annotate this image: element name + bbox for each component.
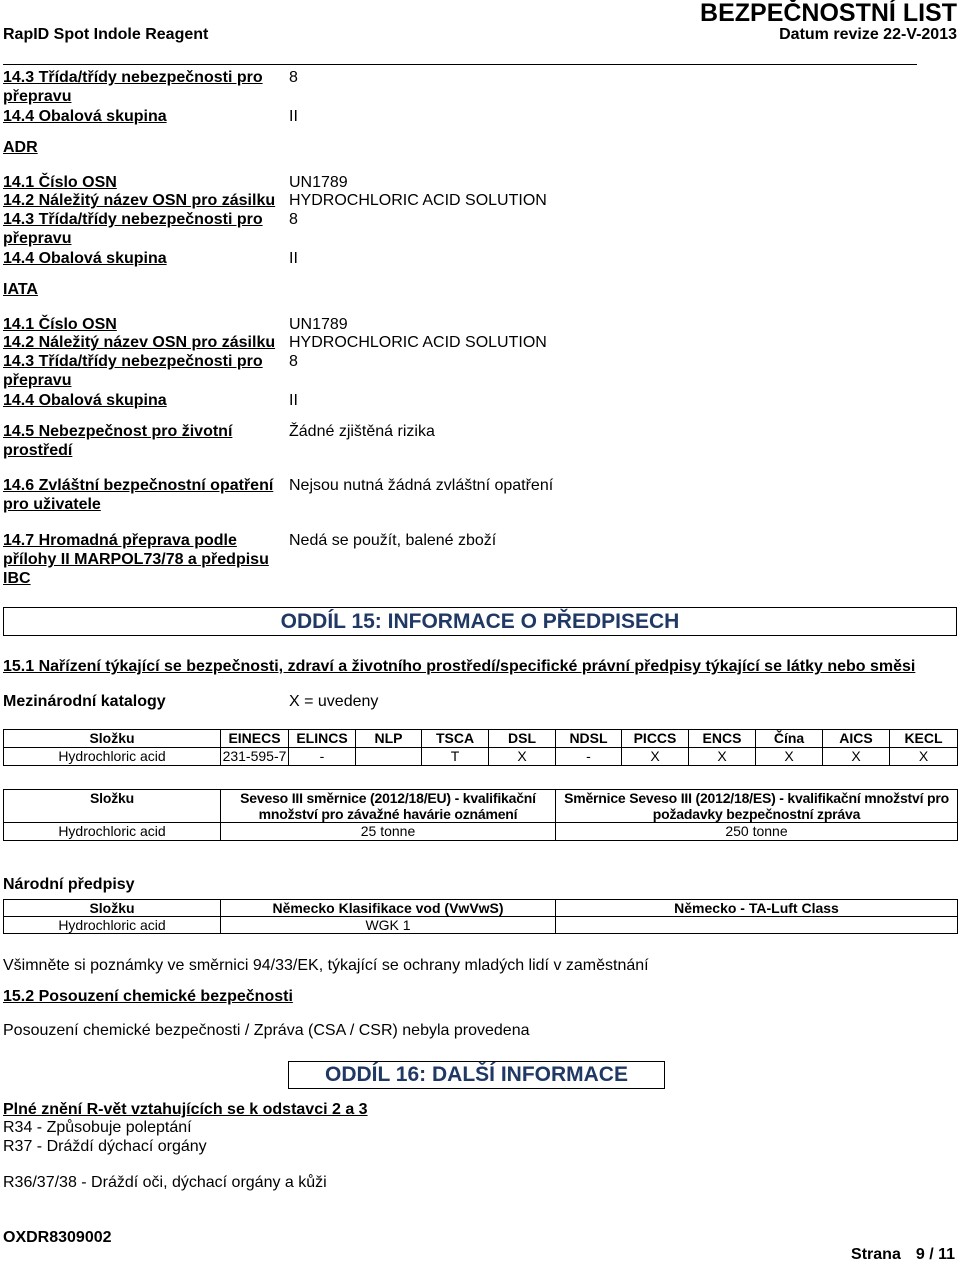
- transport-row-value: Žádné zjištěná rizika: [289, 423, 435, 440]
- r-phrases-title: Plné znění R-vět vztahujících se k odstavci 2 a 3: [3, 1101, 368, 1118]
- table-cell: Hydrochloric acid: [4, 823, 221, 841]
- transport-row: [3, 210, 957, 248]
- transport-row: [3, 249, 957, 268]
- table-header-row: [4, 900, 958, 917]
- transport-row-value: UN1789: [289, 316, 348, 333]
- revision-date: Datum revize 22-V-2013: [779, 26, 957, 43]
- table-cell: WGK 1: [221, 917, 556, 934]
- page-number: 9 / 11: [915, 1246, 955, 1263]
- table-cell: 250 tonne: [556, 823, 958, 841]
- transport-row-value: HYDROCHLORIC ACID SOLUTION: [289, 192, 547, 209]
- product-name: RapID Spot Indole Reagent: [3, 26, 209, 43]
- table-header-cell: PICCS: [622, 730, 689, 748]
- table-header-cell: EINECS: [221, 730, 289, 748]
- transport-row-label: 14.3 Třída/třídy nebezpečnosti pro přepravu: [3, 353, 263, 389]
- transport-row-value: II: [289, 392, 298, 409]
- transport-row: [3, 352, 957, 390]
- transport-row-value: II: [289, 250, 298, 267]
- table-cell: 25 tonne: [221, 823, 556, 841]
- table-cell: -: [556, 748, 622, 766]
- transport-row-label: 14.5 Nebezpečnost pro životní prostředí: [3, 423, 233, 459]
- transport-row: [3, 333, 957, 352]
- transport-row-value: 8: [289, 353, 298, 370]
- table-header-cell: Směrnice Seveso III (2012/18/ES) - kvalifikační množství pro požadavky bezpečnostní zpráva: [556, 790, 958, 823]
- header-divider: [3, 64, 917, 65]
- table-header-row: [4, 790, 958, 823]
- table-cell: [556, 917, 958, 934]
- table-cell: Hydrochloric acid: [4, 748, 221, 766]
- transport-row-label: 14.2 Náležitý název OSN pro zásilku: [3, 192, 276, 209]
- table-row: [4, 748, 958, 766]
- table-header-cell: TSCA: [422, 730, 489, 748]
- table-cell: [356, 748, 422, 766]
- table-cell: Hydrochloric acid: [4, 917, 221, 934]
- transport-row-label: 14.1 Číslo OSN: [3, 174, 117, 191]
- table-header-cell: AICS: [823, 730, 890, 748]
- table-cell: T: [422, 748, 489, 766]
- section-16-heading: ODDÍL 16: DALŠÍ INFORMACE: [288, 1061, 665, 1089]
- transport-row-label: 14.2 Náležitý název OSN pro zásilku: [3, 334, 276, 351]
- transport-row: [3, 173, 957, 192]
- table-cell: X: [622, 748, 689, 766]
- transport-row-value: 8: [289, 211, 298, 228]
- page-indicator: [851, 1245, 955, 1264]
- table-header-cell: KECL: [890, 730, 958, 748]
- table-cell: X: [689, 748, 756, 766]
- table-cell: X: [756, 748, 823, 766]
- table-header-cell: Seveso III směrnice (2012/18/EU) - kvalifikační množství pro závažné havárie oznámení: [221, 790, 556, 823]
- inventory-legend: X = uvedeny: [289, 693, 379, 710]
- transport-row-label: 14.3 Třída/třídy nebezpečnosti pro přepravu: [3, 211, 263, 247]
- transport-row: [3, 476, 957, 514]
- transport-row-value: Nedá se použít, balené zboží: [289, 532, 497, 549]
- transport-row-value: Nejsou nutná žádná zvláštní opatření: [289, 477, 554, 494]
- transport-row-label: 14.7 Hromadná přeprava podle přílohy II MARPOL73/78 a předpisu IBC: [3, 532, 269, 587]
- subsection-15-2-title: 15.2 Posouzení chemické bezpečnosti: [3, 988, 293, 1005]
- transport-row-label: 14.3 Třída/třídy nebezpečnosti pro přepravu: [3, 69, 263, 105]
- r-phrase: R36/37/38 - Dráždí oči, dýchací orgány a kůži: [3, 1174, 327, 1191]
- international-inventories-label: Mezinárodní katalogy: [3, 693, 166, 710]
- table-header-cell: Německo - TA-Luft Class: [556, 900, 958, 917]
- table-cell: X: [823, 748, 890, 766]
- transport-row-value: HYDROCHLORIC ACID SOLUTION: [289, 334, 547, 351]
- transport-row: [3, 315, 957, 334]
- table-header-cell: ENCS: [689, 730, 756, 748]
- transport-row: [3, 531, 957, 588]
- transport-row-value: 8: [289, 69, 298, 86]
- csa-statement: Posouzení chemické bezpečnosti / Zpráva (CSA / CSR) nebyla provedena: [3, 1022, 530, 1039]
- transport-row-label: 14.6 Zvláštní bezpečnostní opatření pro uživatele: [3, 477, 274, 513]
- table-header-cell: NLP: [356, 730, 422, 748]
- young-people-note: Všimněte si poznámky ve směrnici 94/33/EK, týkající se ochrany mladých lidí v zaměstnání: [3, 957, 649, 974]
- document-title: BEZPEČNOSTNÍ LIST: [700, 0, 957, 27]
- transport-row: [3, 68, 957, 106]
- transport-row: [3, 191, 957, 210]
- section-15-heading: ODDÍL 15: INFORMACE O PŘEDPISECH: [3, 607, 957, 636]
- table-header-cell: Složku: [4, 900, 221, 917]
- transport-row-label: 14.1 Číslo OSN: [3, 316, 117, 333]
- transport-row: [3, 391, 957, 410]
- table-header-cell: Složku: [4, 790, 221, 823]
- table-row: [4, 823, 958, 841]
- national-regulations-table: [3, 899, 958, 934]
- table-cell: -: [289, 748, 356, 766]
- table-header-cell: DSL: [489, 730, 556, 748]
- national-regulations-title: Národní předpisy: [3, 876, 135, 893]
- table-header-cell: Složku: [4, 730, 221, 748]
- transport-row-value: UN1789: [289, 174, 348, 191]
- table-row: [4, 917, 958, 934]
- table-cell: 231-595-7: [221, 748, 289, 766]
- transport-row: [3, 422, 957, 460]
- table-cell: X: [489, 748, 556, 766]
- r-phrase: R37 - Dráždí dýchací orgány: [3, 1138, 207, 1155]
- r-phrase: R34 - Způsobuje poleptání: [3, 1119, 192, 1136]
- table-header-cell: Německo Klasifikace vod (VwVwS): [221, 900, 556, 917]
- transport-row-label: 14.4 Obalová skupina: [3, 250, 167, 267]
- table-cell: X: [890, 748, 958, 766]
- inventory-table: [3, 729, 958, 766]
- adr-heading: ADR: [3, 139, 38, 156]
- table-header-cell: Čína: [756, 730, 823, 748]
- transport-row: [3, 107, 957, 126]
- seveso-table: [3, 789, 958, 841]
- transport-row-value: II: [289, 108, 298, 125]
- iata-heading: IATA: [3, 281, 38, 298]
- transport-row-label: 14.4 Obalová skupina: [3, 392, 167, 409]
- table-header-cell: ELINCS: [289, 730, 356, 748]
- table-header-row: [4, 730, 958, 748]
- transport-row-label: 14.4 Obalová skupina: [3, 108, 167, 125]
- table-header-cell: NDSL: [556, 730, 622, 748]
- document-code: OXDR8309002: [3, 1229, 112, 1246]
- subsection-15-1-title: 15.1 Nařízení týkající se bezpečnosti, zdraví a životního prostředí/specifické právní předpisy týkající se látky nebo směsi: [3, 658, 916, 675]
- page-label: Strana: [851, 1246, 901, 1263]
